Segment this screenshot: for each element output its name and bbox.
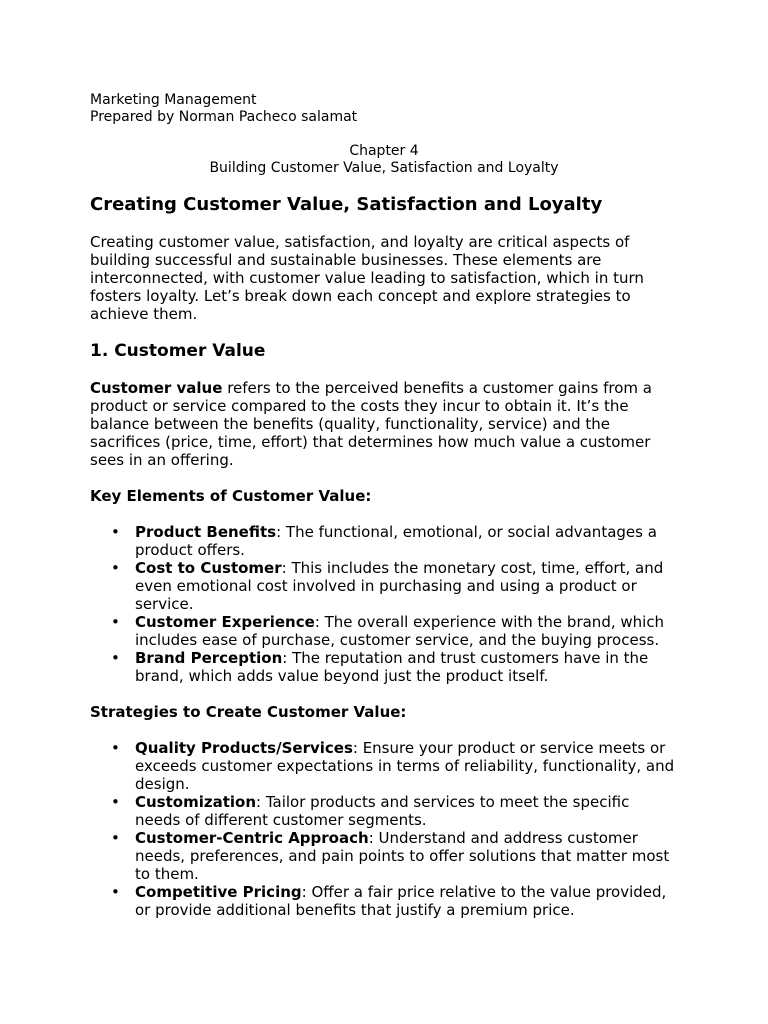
key-elements-list — [90, 523, 678, 685]
list-item — [90, 829, 678, 883]
bullet-icon: • — [111, 649, 120, 667]
list-item-term: Brand Perception — [135, 649, 283, 667]
chapter-heading — [90, 143, 678, 177]
course-name: Marketing Management — [90, 92, 257, 108]
definition-text: refers to the perceived benefits a customer gains from a product or service compared to the costs they incur to obtain it. It’s the balance between the benefits (quality, functionality, service) and the sacrifices (price, time, effort) that determines how much value a customer sees in an offering. — [90, 379, 652, 469]
list-item-text: : Offer a fair price relative to the value provided, or provide additional benefits that justify a premium price. — [135, 883, 667, 919]
bullet-icon: • — [111, 559, 120, 577]
chapter-subtitle: Building Customer Value, Satisfaction and Loyalty — [209, 160, 559, 176]
strategies-heading: Strategies to Create Customer Value: — [90, 703, 407, 721]
bullet-icon: • — [111, 523, 120, 541]
list-item — [90, 883, 678, 919]
list-item-text: : The reputation and trust customers have in the brand, which adds value beyond just the product itself. — [135, 649, 649, 685]
list-item — [90, 649, 678, 685]
bullet-icon: • — [111, 829, 120, 847]
list-item-text: : The overall experience with the brand, which includes ease of purchase, customer service, and the buying process. — [135, 613, 665, 649]
definition-term: Customer value — [90, 379, 223, 397]
bullet-icon: • — [111, 613, 120, 631]
chapter-number: Chapter 4 — [349, 143, 419, 159]
list-item-term: Customer Experience — [135, 613, 315, 631]
author-line: Prepared by Norman Pacheco salamat — [90, 109, 358, 125]
list-item-text: : Ensure your product or service meets or exceeds customer expectations in terms of reliability, functionality, and design. — [135, 739, 675, 793]
bullet-icon: • — [111, 883, 120, 901]
list-item-term: Product Benefits — [135, 523, 277, 541]
definition-paragraph — [90, 379, 678, 469]
list-item — [90, 523, 678, 559]
section-heading-customer-value: 1. Customer Value — [90, 341, 266, 361]
list-item — [90, 613, 678, 649]
list-item — [90, 793, 678, 829]
key-elements-heading: Key Elements of Customer Value: — [90, 487, 372, 505]
list-item-text: : This includes the monetary cost, time, effort, and even emotional cost involved in purchasing and using a product or service. — [135, 559, 664, 613]
list-item-text: : Tailor products and services to meet the specific needs of different customer segments. — [135, 793, 630, 829]
list-item-term: Competitive Pricing — [135, 883, 302, 901]
strategies-list — [90, 739, 678, 919]
list-item — [90, 559, 678, 613]
document-title: Creating Customer Value, Satisfaction and Loyalty — [90, 194, 603, 215]
list-item-term: Cost to Customer — [135, 559, 282, 577]
list-item-text: : The functional, emotional, or social advantages a product offers. — [135, 523, 657, 559]
list-item — [90, 739, 678, 793]
list-item-term: Quality Products/Services — [135, 739, 353, 757]
bullet-icon: • — [111, 739, 120, 757]
intro-paragraph: Creating customer value, satisfaction, and loyalty are critical aspects of building successful and sustainable businesses. These elements are interconnected, with customer value leading to satisfaction, which in turn fosters loyalty. Let’s break down each concept and explore strategies to achieve them. — [90, 233, 644, 323]
list-item-term: Customer-Centric Approach — [135, 829, 369, 847]
list-item-term: Customization — [135, 793, 257, 811]
list-item-text: : Understand and address customer needs, preferences, and pain points to offer solutions that matter most to them. — [135, 829, 670, 883]
bullet-icon: • — [111, 793, 120, 811]
